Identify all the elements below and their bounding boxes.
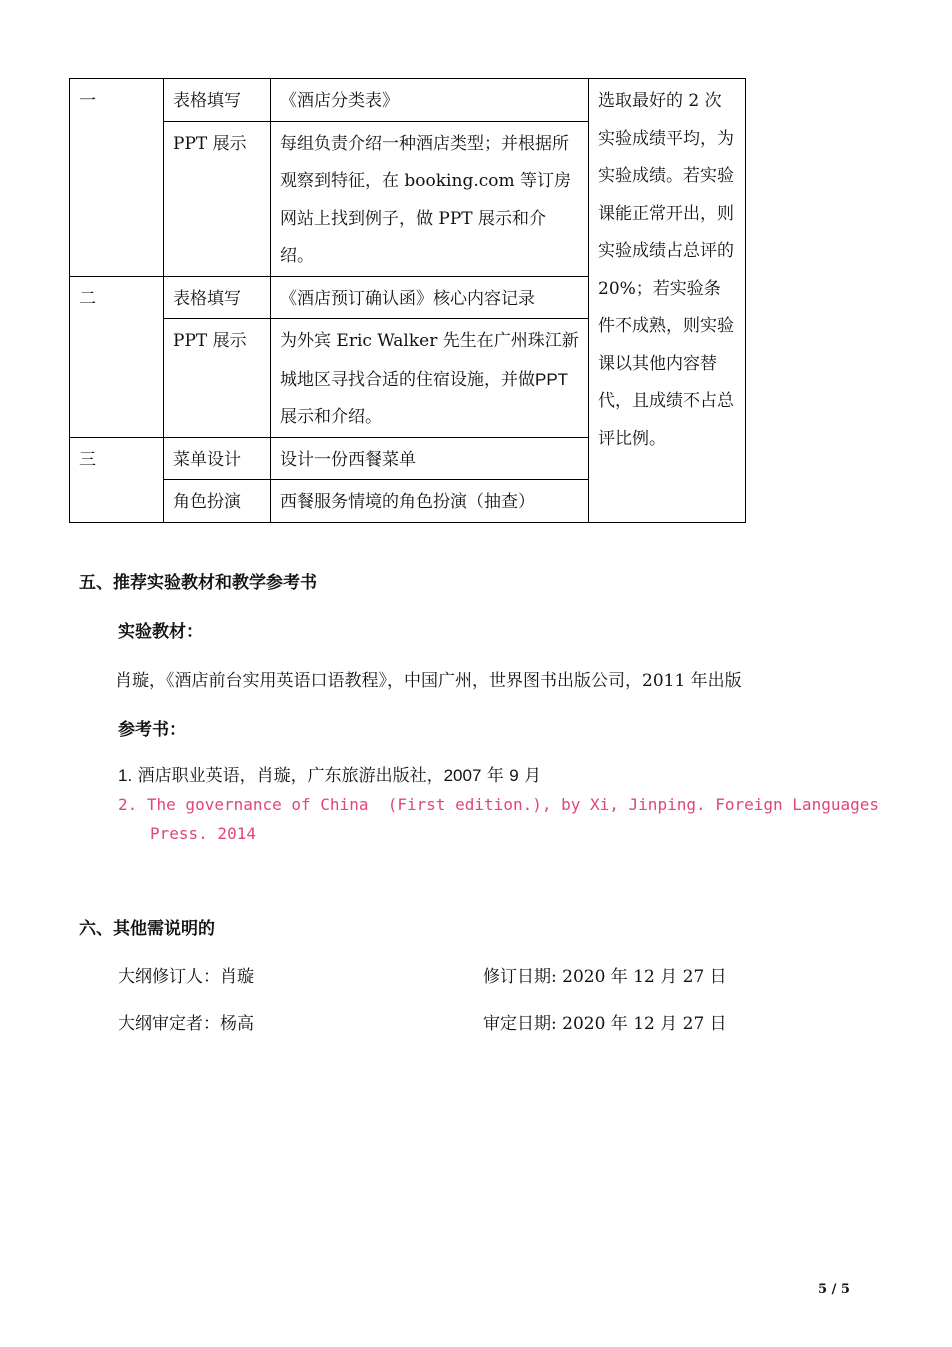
reference-item-1 bbox=[118, 761, 541, 786]
task-type: 菜单设计 bbox=[164, 437, 271, 480]
revise-date: 修订日期: 2020 年 12 月 27 日 bbox=[483, 967, 727, 987]
reference-number: 1. bbox=[118, 766, 133, 785]
reviser: 大纲修订人：肖璇 bbox=[118, 967, 254, 987]
textbook-entry: 肖璇，《酒店前台实用英语口语教程》，中国广州，世界图书出版公司，2011 年出版 bbox=[115, 671, 742, 691]
task-content-part: 展示和介绍。 bbox=[280, 407, 382, 427]
experiment-number: 二 bbox=[70, 276, 164, 437]
task-content: 每组负责介绍一种酒店类型；并根据所观察到特征，在 booking.com 等订房网站上找到例子，做 PPT 展示和介绍。 bbox=[271, 121, 589, 276]
task-type: 表格填写 bbox=[164, 79, 271, 122]
task-content-part: PPT bbox=[535, 369, 569, 389]
section-heading-6: 六、其他需说明的 bbox=[79, 919, 215, 939]
reference-label: 参考书： bbox=[118, 720, 186, 740]
review-date: 审定日期: 2020 年 12 月 27 日 bbox=[483, 1014, 727, 1034]
task-content-part: 为外宾 Eric Walker 先生在广州珠江新城地区寻找合适的住宿设施，并做 bbox=[280, 331, 579, 390]
reference-text: 酒店职业英语，肖璇，广东旅游出版社， bbox=[132, 766, 444, 786]
task-type: PPT 展示 bbox=[164, 121, 271, 276]
assessment-note: 选取最好的 2 次实验成绩平均，为实验成绩。若实验课能正常开出，则实验成绩占总评的 20%；若实验条件不成熟，则实验课以其他内容替代，且成绩不占总评比例。 bbox=[589, 79, 746, 523]
reference-text: 2. The governance of China (First edition.), by Xi, Jinping. Foreign Languages bbox=[118, 795, 879, 814]
reference-text: Press. 2014 bbox=[150, 824, 256, 843]
experiment-number: 一 bbox=[70, 79, 164, 277]
task-content bbox=[271, 319, 589, 438]
reviewer: 大纲审定者：杨高 bbox=[118, 1014, 254, 1034]
reference-month: 9 bbox=[509, 766, 519, 785]
task-content: 设计一份西餐菜单 bbox=[271, 437, 589, 480]
section-heading-5: 五、推荐实验教材和教学参考书 bbox=[79, 573, 317, 593]
task-content: 《酒店分类表》 bbox=[271, 79, 589, 122]
task-type: 角色扮演 bbox=[164, 480, 271, 523]
textbook-label: 实验教材： bbox=[118, 622, 203, 642]
reference-text: 年 bbox=[481, 766, 510, 786]
task-content: 《酒店预订确认函》核心内容记录 bbox=[271, 276, 589, 319]
page-number: 5 / 5 bbox=[818, 1282, 850, 1297]
table-row bbox=[70, 79, 746, 122]
task-type: 表格填写 bbox=[164, 276, 271, 319]
experiment-number: 三 bbox=[70, 437, 164, 522]
reference-text: 月 bbox=[518, 766, 542, 786]
task-type: PPT 展示 bbox=[164, 319, 271, 438]
reference-item-2 bbox=[118, 790, 878, 848]
task-content: 西餐服务情境的角色扮演（抽查） bbox=[271, 480, 589, 523]
reference-year: 2007 bbox=[443, 766, 482, 785]
experiment-table bbox=[69, 78, 746, 523]
